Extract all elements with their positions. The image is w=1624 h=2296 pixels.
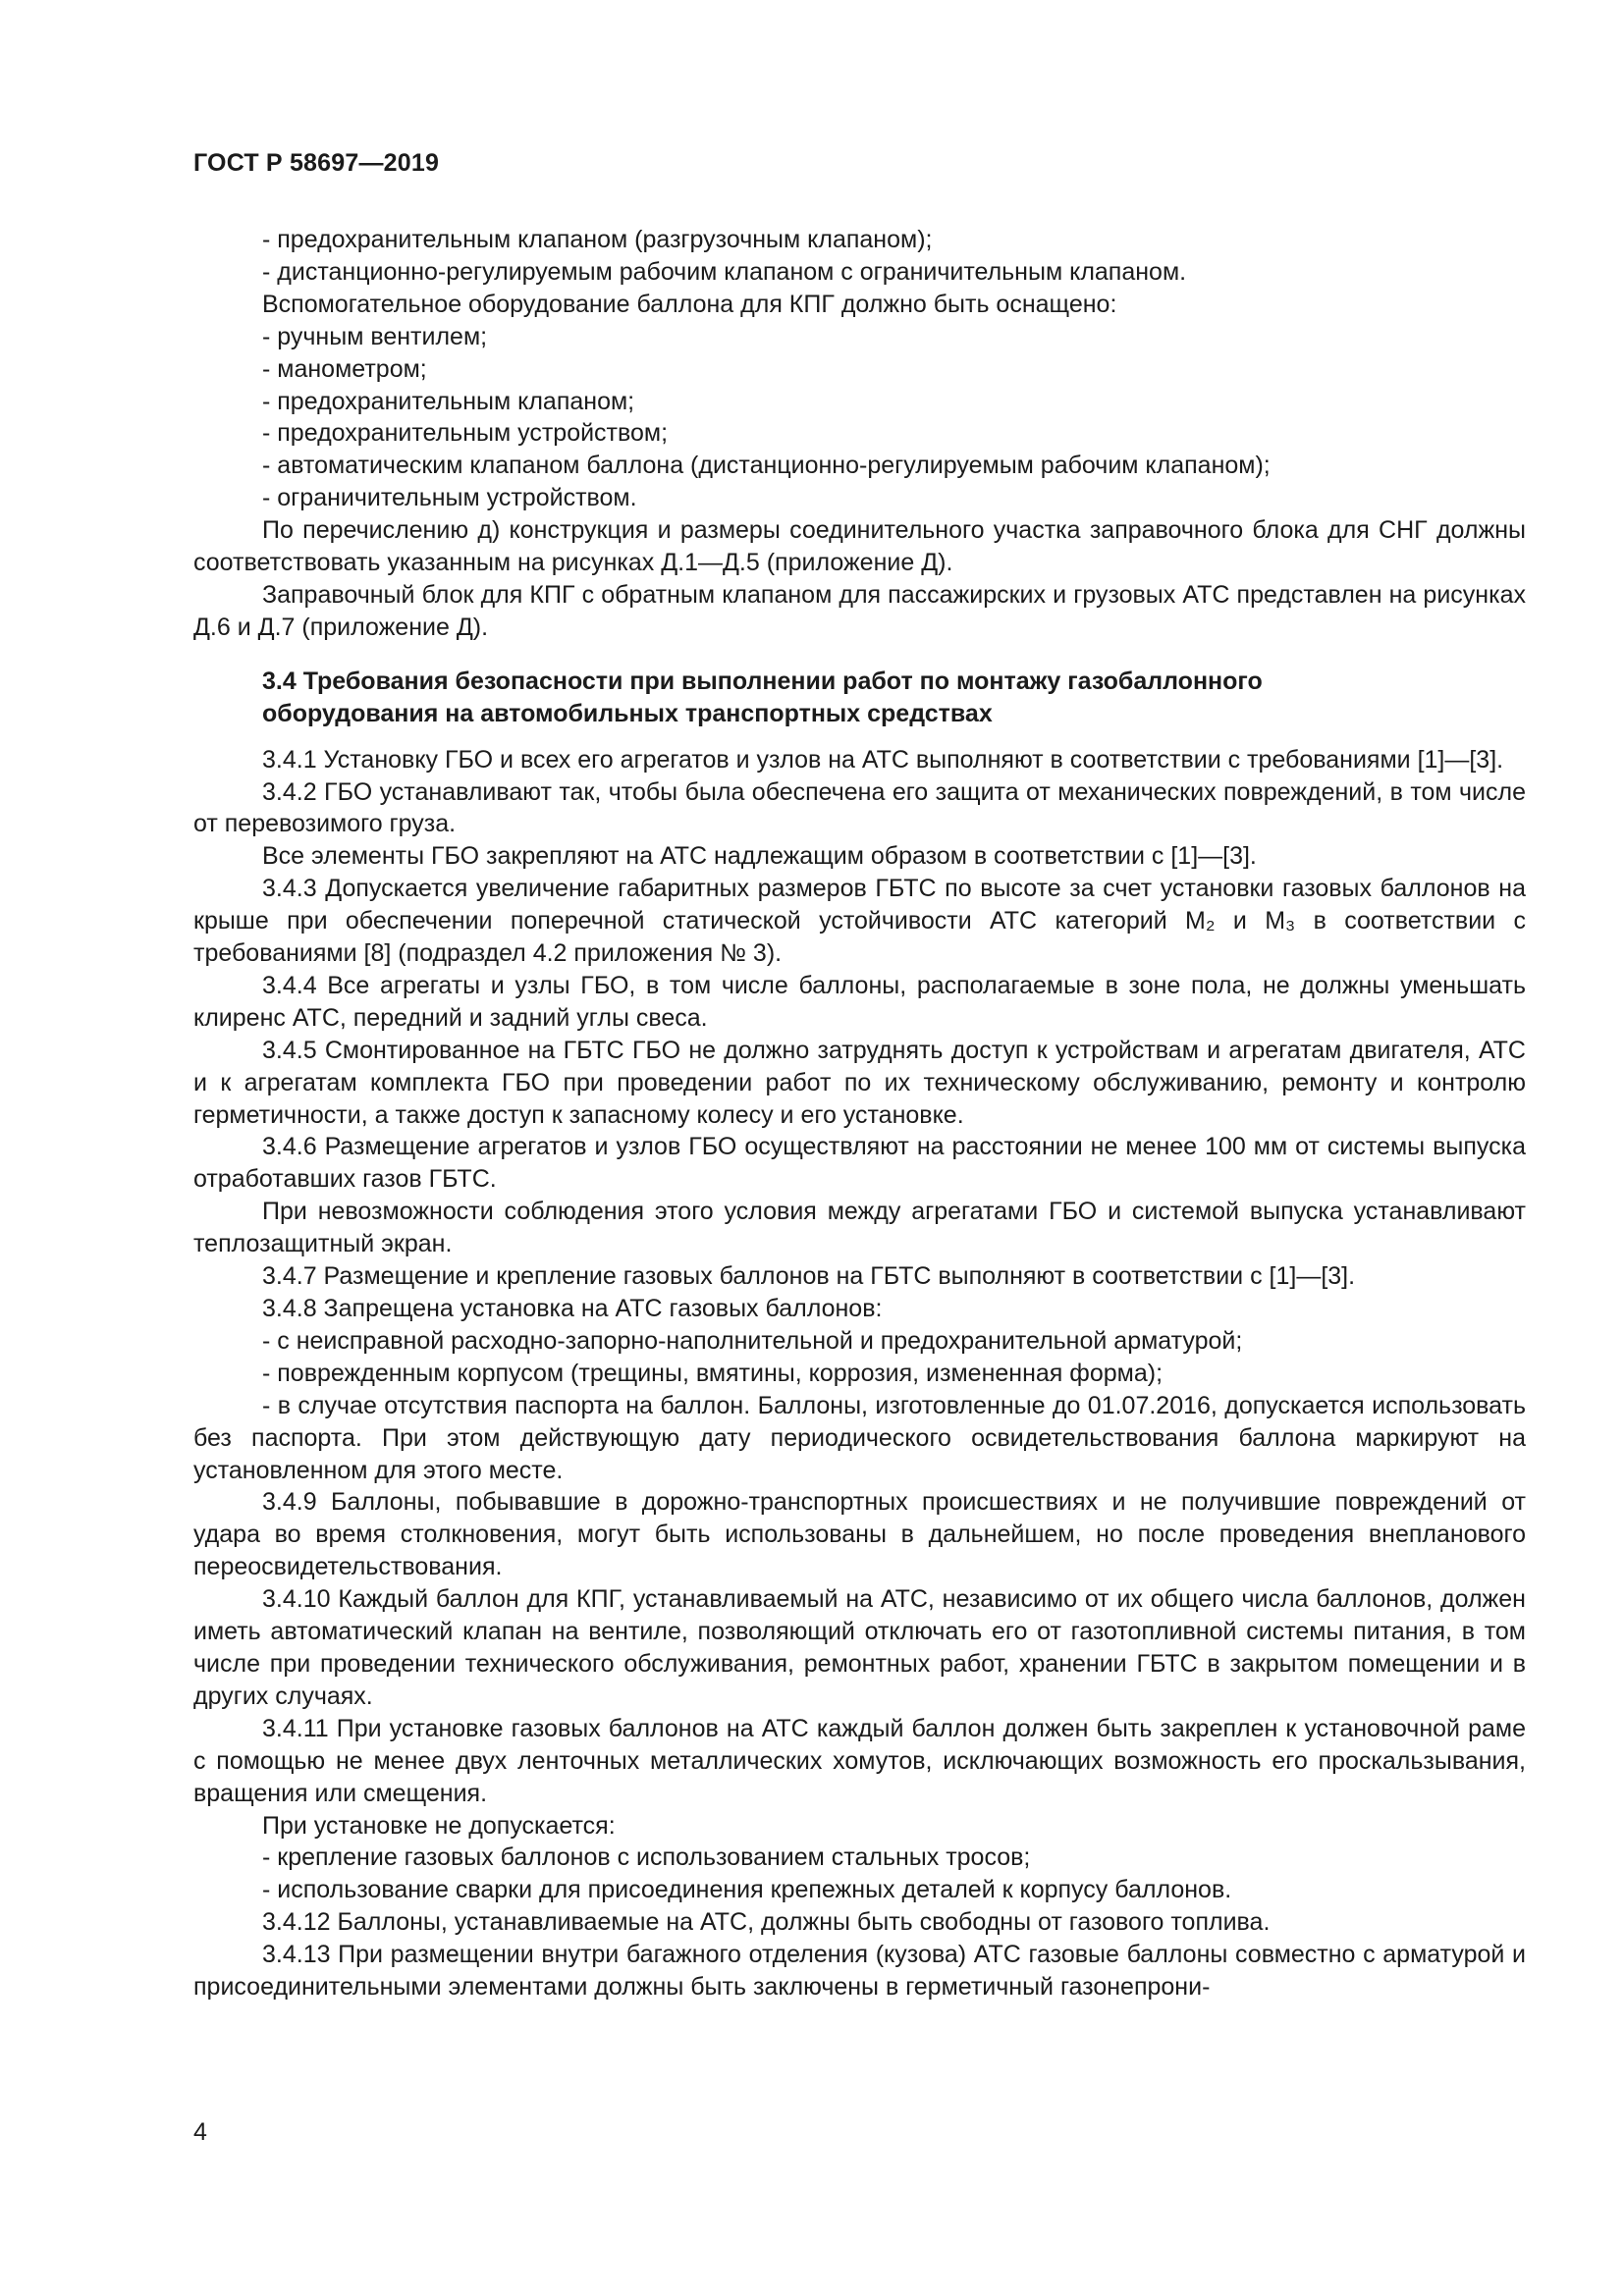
- list-item: - предохранительным клапаном;: [262, 387, 635, 415]
- paragraph: 3.4.6 Размещение агрегатов и узлов ГБО осуществляют на расстоянии не менее 100 мм от системы выпуска отработавших газов ГБТС.: [193, 1133, 1526, 1194]
- list-item: - крепление газовых баллонов с использованием стальных тросов;: [262, 1843, 1031, 1872]
- list-item: - в случае отсутствия паспорта на баллон. Баллоны, изготовленные до 01.07.2016, допускается использовать без паспорта. При этом действующую дату периодического освидетельствования баллона маркируют на установленном для этого месте.: [193, 1391, 1526, 1484]
- paragraph: 3.4.4 Все агрегаты и узлы ГБО, в том числе баллоны, располагаемые в зоне пола, не должны уменьшать клиренс АТС, передний и задний углы свеса.: [193, 971, 1526, 1032]
- list-item: - с неисправной расходно-запорно-наполнительной и предохранительной арматурой;: [262, 1326, 1243, 1355]
- paragraph: 3.4.10 Каждый баллон для КПГ, устанавливаемый на АТС, независимо от их общего числа баллонов, должен иметь автоматический клапан на вентиле, позволяющий отключать его от газотопливной системы питания, в том числе при проведении технического обслуживания, ремонтных работ, хранении ГБТС в закрытом помещении и в других случаях.: [193, 1585, 1526, 1710]
- paragraph: При установке не допускается:: [262, 1811, 616, 1840]
- paragraph: 3.4.13 При размещении внутри багажного отделения (кузова) АТС газовые баллоны совместно с арматурой и присоединительными элементами должны быть заключены в герметичный газонепрони-: [193, 1941, 1526, 2002]
- paragraph: По перечислению д) конструкция и размеры соединительного участка заправочного блока для СНГ должны соответствовать указанным на рисунках Д.1—Д.5 (приложение Д).: [193, 516, 1526, 577]
- list-item: - использование сварки для присоединения крепежных деталей к корпусу баллонов.: [262, 1876, 1232, 1904]
- paragraph: 3.4.1 Установку ГБО и всех его агрегатов и узлов на АТС выполняют в соответствии с требованиями [1]—[3].: [262, 745, 1504, 774]
- paragraph: 3.4.5 Смонтированное на ГБТС ГБО не должно затруднять доступ к устройствам и агрегатам двигателя, АТС и к агрегатам комплекта ГБО при проведении работ по их техническому обслуживанию, ремонту и контролю герметичности, а также доступ к запасному колесу и его установке.: [193, 1036, 1526, 1129]
- list-item: - автоматическим клапаном баллона (дистанционно-регулируемым рабочим клапаном);: [262, 452, 1271, 480]
- list-item: - предохранительным клапаном (разгрузочным клапаном);: [262, 226, 933, 253]
- page-number: 4: [193, 2118, 207, 2146]
- list-item: - предохранительным устройством;: [262, 419, 669, 448]
- paragraph: Вспомогательное оборудование баллона для КПГ должно быть оснащено:: [262, 290, 1117, 318]
- paragraph: 3.4.9 Баллоны, побывавшие в дорожно-транспортных происшествиях и не получившие повреждений от удара во время столкновения, могут быть использованы в дальнейшем, но после проведения внепланового переосвидетельствования.: [193, 1488, 1526, 1581]
- paragraph: 3.4.12 Баллоны, устанавливаемые на АТС, должны быть свободны от газового топлива.: [262, 1908, 1271, 1937]
- document-header: ГОСТ Р 58697—2019: [193, 149, 440, 177]
- paragraph: Все элементы ГБО закрепляют на АТС надлежащим образом в соответствии с [1]—[3].: [262, 842, 1257, 871]
- paragraph: При невозможности соблюдения этого условия между агрегатами ГБО и системой выпуска устанавливают теплозащитный экран.: [193, 1198, 1526, 1258]
- paragraph: 3.4.7 Размещение и крепление газовых баллонов на ГБТС выполняют в соответствии с [1]—[3].: [262, 1262, 1356, 1291]
- section-heading: 3.4 Требования безопасности при выполнении работ по монтажу газобаллонного оборудования на автомобильных транспортных средствах: [262, 667, 1263, 727]
- paragraph: 3.4.8 Запрещена установка на АТС газовых баллонов:: [262, 1295, 883, 1322]
- list-item: - манометром;: [262, 354, 427, 383]
- list-item: - поврежденным корпусом (трещины, вмятины, коррозия, измененная форма);: [262, 1359, 1164, 1387]
- paragraph: 3.4.2 ГБО устанавливают так, чтобы была обеспечена его защита от механических повреждений, в том числе от перевозимого груза.: [193, 777, 1526, 838]
- paragraph: Заправочный блок для КПГ с обратным клапаном для пассажирских и грузовых АТС представлен на рисунках Д.6 и Д.7 (приложение Д).: [193, 580, 1526, 641]
- list-item: - ограничительным устройством.: [262, 484, 637, 512]
- list-item: - дистанционно-регулируемым рабочим клапаном с ограничительным клапаном.: [262, 257, 1187, 286]
- list-item: - ручным вентилем;: [262, 322, 488, 350]
- paragraph: 3.4.3 Допускается увеличение габаритных размеров ГБТС по высоте за счет установки газовых баллонов на крыше при обеспечении поперечной статической устойчивости АТС категорий M₂ и M₃ в соответствии с требованиями [8] (подраздел 4.2 приложения № 3).: [193, 875, 1526, 968]
- paragraph: 3.4.11 При установке газовых баллонов на АТС каждый баллон должен быть закреплен к установочной раме с помощью не менее двух ленточных металлических хомутов, исключающих возможность его проскальзывания, вращения или смещения.: [193, 1714, 1526, 1807]
- document-body: [193, 224, 1526, 2003]
